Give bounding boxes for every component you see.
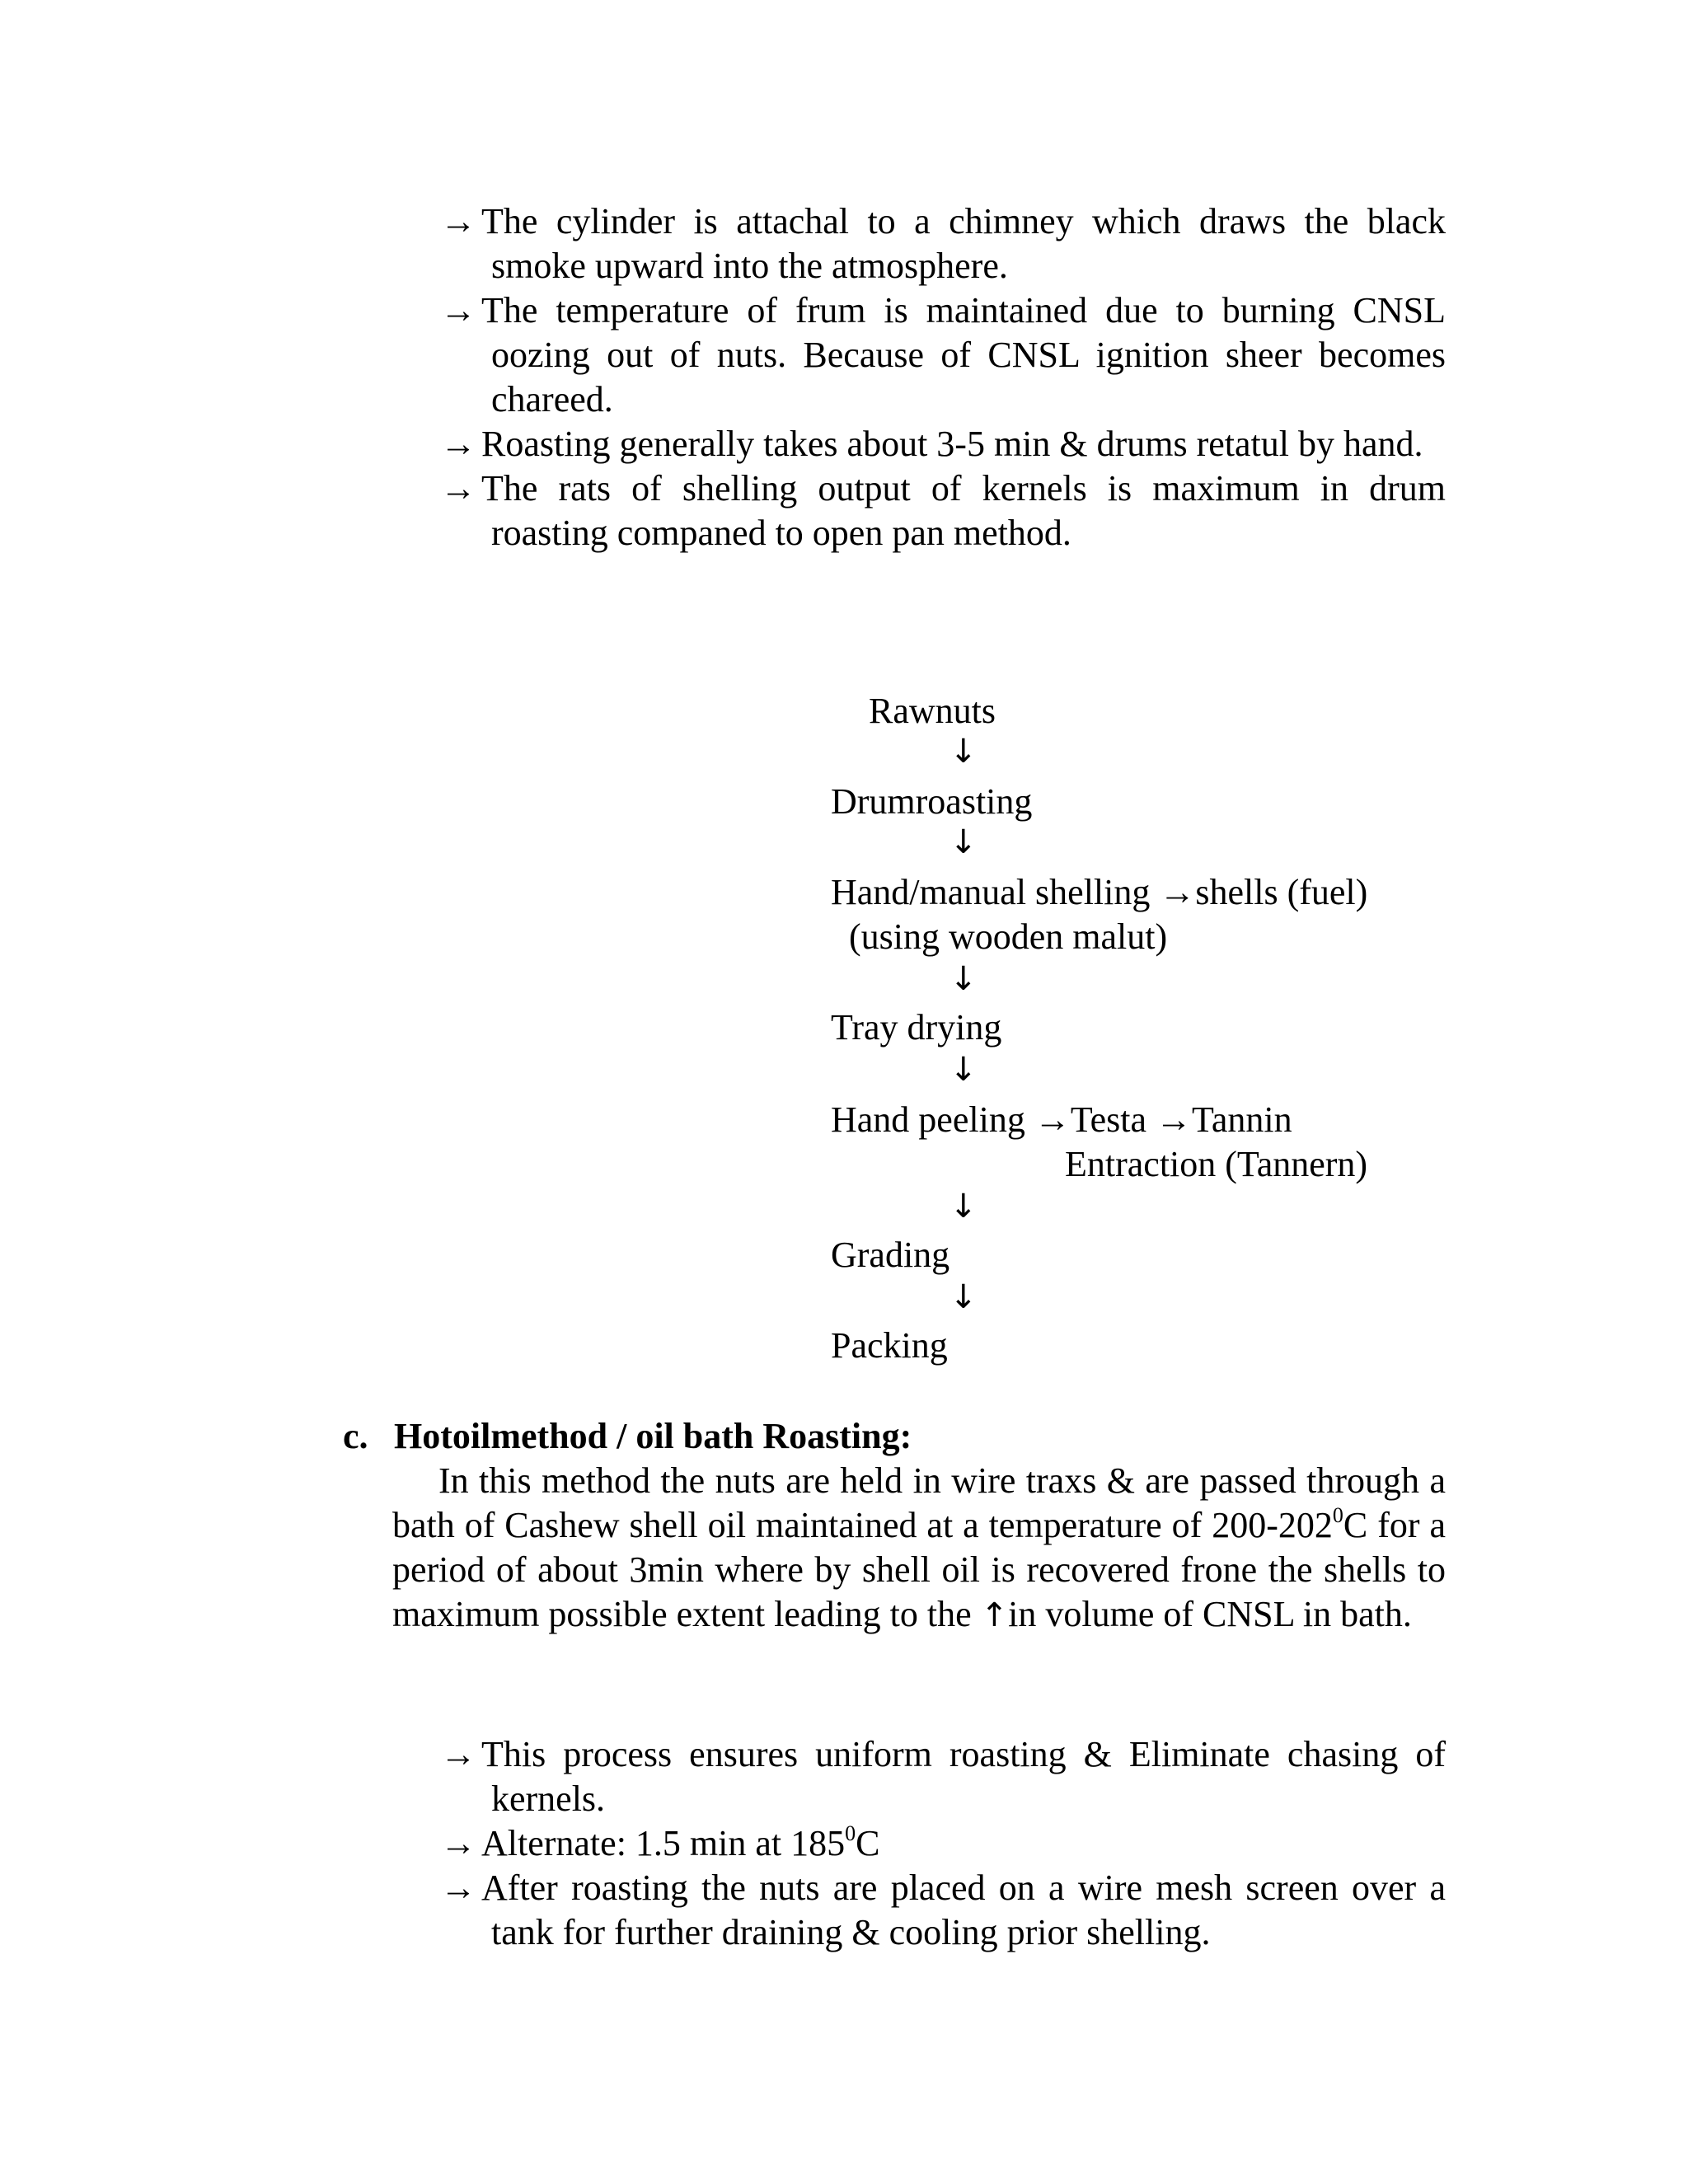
bullet-item: → Alternate: 1.5 min at $185^0C$ [440, 1821, 1446, 1866]
arrow-icon: → [1034, 1099, 1071, 1140]
flow-step-packing: Packing [831, 1325, 948, 1366]
arrow-icon: → [440, 290, 476, 330]
arrow-icon: → [1159, 872, 1196, 912]
top-bullet-list [440, 199, 1446, 555]
bottom-bullet-list [440, 1732, 1446, 1955]
degree-superscript: 0 [845, 1821, 856, 1845]
degree-superscript: 0 [1332, 1503, 1343, 1527]
arrow-icon: → [440, 1734, 476, 1774]
flow-step-rawnuts: Rawnuts [869, 691, 996, 731]
arrow-icon: → [440, 1823, 476, 1863]
up-arrow-icon: ↑ [980, 1596, 1009, 1634]
bullet-item: → The rats of shelling output of kernels is maximum in drum roasting companed to open pan method. [440, 468, 1446, 553]
flow-byproduct-tannin-cont: Entraction (Tannern) [1065, 1144, 1368, 1184]
flow-step-shelling-note: (using wooden malut) [849, 916, 1168, 957]
arrow-icon: → [440, 424, 476, 464]
down-arrow-icon: ↓ [950, 1188, 978, 1226]
flow-step-shelling: Hand/manual shelling →shells (fuel) [831, 872, 1368, 912]
bullet-item: → The temperature of frum is maintained due to burning CNSL oozing out of nuts. Because of CNSL ignition sheer becomes chareed. [440, 290, 1446, 419]
down-arrow-icon: ↓ [950, 823, 978, 861]
flow-step-hand-peeling: Hand peeling →Testa →Tannin [831, 1099, 1292, 1140]
down-arrow-icon: ↓ [950, 1051, 978, 1089]
bullet-item: → After roasting the nuts are placed on a wire mesh screen over a tank for further draining & cooling prior shelling. [440, 1868, 1446, 1952]
section-paragraph: In this method the nuts are held in wire traxs & are passed through a bath of Cashew shell oil maintained at a temperature of $200-202^0C$ for a period of about 3min where by shell oil is recovered frone the shells to maximum possible extent leading to the ↑in volume of CNSL in bath. [392, 1460, 1446, 1634]
flow-step-grading: Grading [831, 1235, 950, 1275]
arrow-icon: → [440, 201, 476, 241]
bullet-item: → This process ensures uniform roasting & Eliminate chasing of kernels. [440, 1734, 1446, 1819]
bullet-item: → The cylinder is attachal to a chimney which draws the black smoke upward into the atmosphere. [440, 201, 1446, 286]
flow-step-drumroasting: Drumroasting [831, 781, 1033, 822]
section-label: c. [343, 1416, 368, 1456]
section-title: Hotoilmethod / oil bath Roasting: [394, 1416, 912, 1456]
flow-byproduct-shells: shells (fuel) [1195, 872, 1368, 912]
arrow-icon: → [440, 1868, 476, 1908]
arrow-icon: → [1156, 1099, 1193, 1140]
down-arrow-icon: ↓ [950, 1278, 978, 1316]
flow-byproduct-tannin: Tannin [1192, 1099, 1292, 1140]
bullet-item: → Roasting generally takes about 3-5 min & drums retatul by hand. [440, 422, 1446, 466]
down-arrow-icon: ↓ [950, 960, 978, 998]
down-arrow-icon: ↓ [950, 733, 978, 771]
section-heading [343, 1414, 912, 1459]
flow-step-tray-drying: Tray drying [831, 1007, 1002, 1047]
arrow-icon: → [440, 468, 476, 509]
flow-byproduct-testa: Testa [1070, 1099, 1147, 1140]
